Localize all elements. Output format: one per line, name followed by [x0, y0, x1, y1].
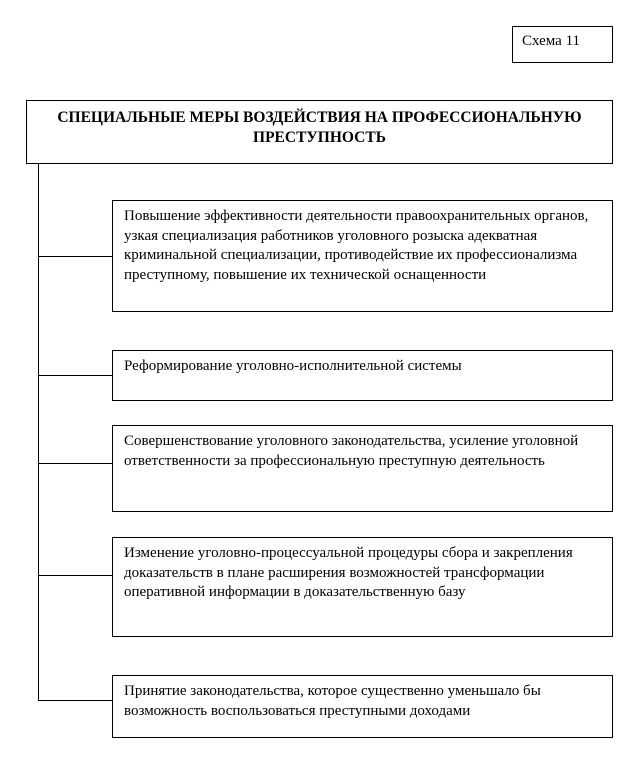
connector-branch-1 [38, 256, 112, 257]
connector-branch-3 [38, 463, 112, 464]
measure-box-3 [112, 425, 613, 512]
measure-box-5 [112, 675, 613, 738]
measure-text-5: Принятие законодательства, которое существенно уменьшало бы возможность воспользоваться преступными доходами [124, 683, 541, 719]
connector-trunk [38, 164, 39, 700]
connector-branch-2 [38, 375, 112, 376]
measure-text-2: Реформирование уголовно-исполнительной системы [124, 358, 462, 374]
measure-text-3: Совершенствование уголовного законодательства, усиление уголовной ответственности за профессиональную преступную деятельность [124, 433, 579, 469]
measure-text-1: Повышение эффективности деятельности правоохранительных органов, узкая специализация работников уголовного розыска адекватная криминальной специализации, противодействие их профессионализма преступному, повышение их технической оснащенности [124, 208, 589, 283]
measure-box-1 [112, 200, 613, 312]
diagram-title [26, 100, 613, 164]
connector-branch-4 [38, 575, 112, 576]
measure-box-2 [112, 350, 613, 401]
connector-branch-5 [38, 700, 112, 701]
scheme-label [512, 26, 613, 63]
measure-text-4: Изменение уголовно-процессуальной процедуры сбора и закрепления доказательств в плане расширения возможностей трансформации оперативной информации в доказательственную базу [124, 545, 573, 600]
measure-box-4 [112, 537, 613, 637]
scheme-label-text: Схема 11 [522, 33, 581, 49]
diagram-title-text: СПЕЦИАЛЬНЫЕ МЕРЫ ВОЗДЕЙСТВИЯ НА ПРОФЕССИОНАЛЬНУЮ ПРЕСТУПНОСТЬ [57, 109, 582, 146]
